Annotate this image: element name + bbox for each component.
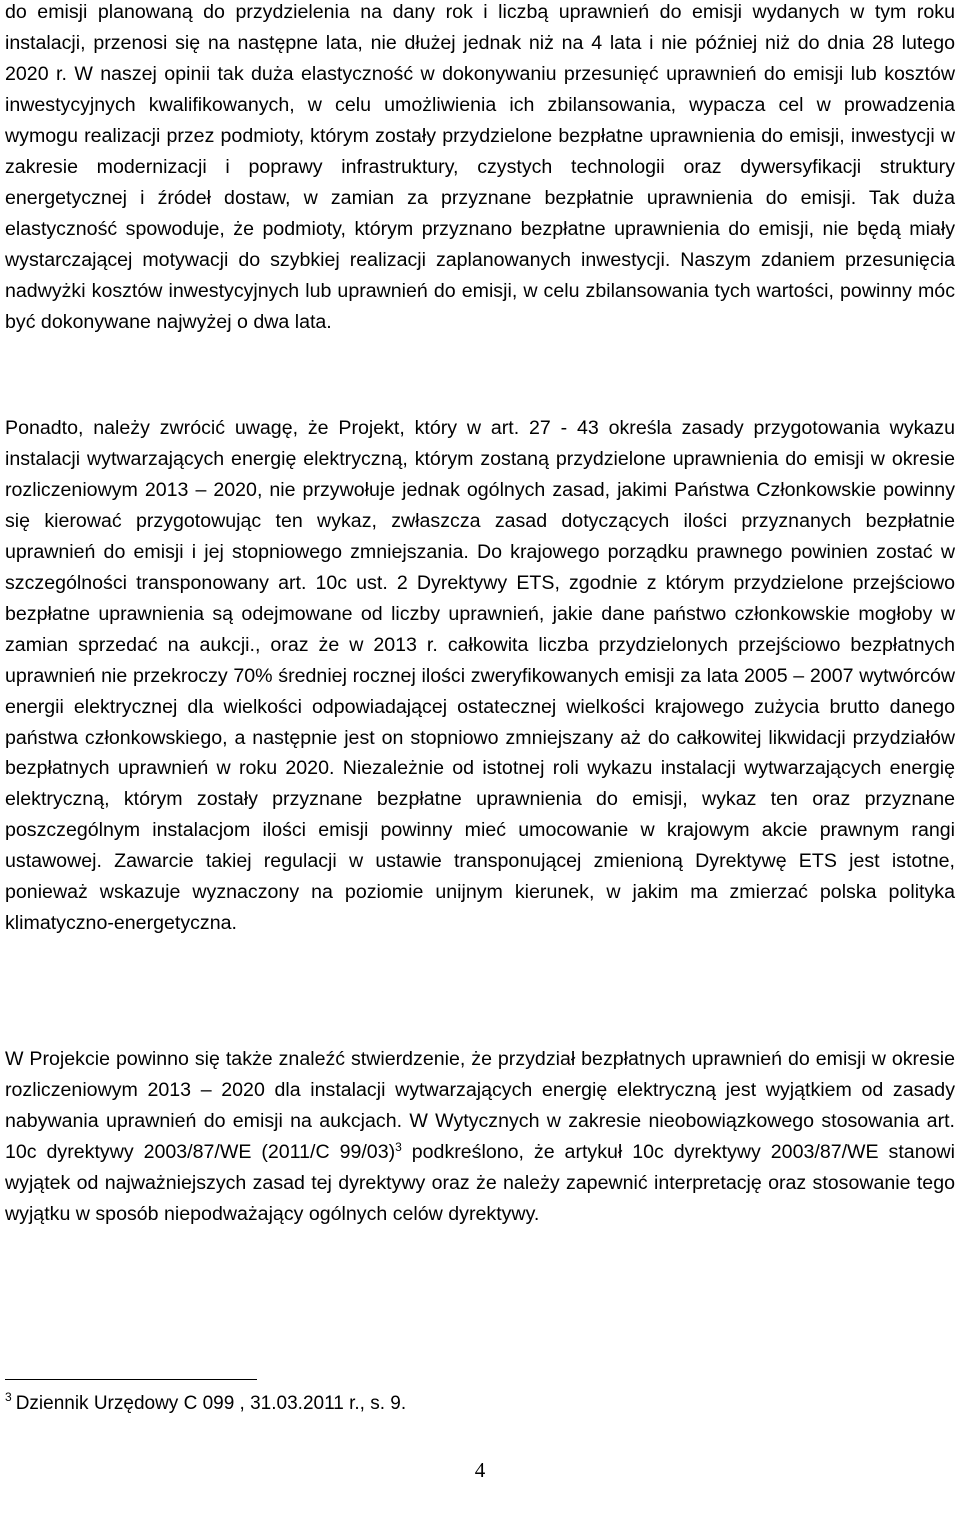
page-number: 4 [474, 1458, 486, 1482]
footnote-mark: 3 [5, 1390, 12, 1404]
footnote-separator [5, 1379, 257, 1380]
paragraph-1: do emisji planowaną do przydzielenia na dany rok i liczbą uprawnień do emisji wydanych w tym roku instalacji, przenosi się na następne lata, nie dłużej jednak niż na 4 lata i nie później niż do dnia 28 lutego 2020 r. W naszej opinii tak duża elastyczność w dokonywaniu przesunięć uprawnień do emisji lub kosztów inwestycyjnych kwalifikowanych, w celu umożliwienia ich zbilansowania, wypacza cel w prowadzenia wymogu realizacji przez podmioty, którym zostały przydzielone bezpłatne uprawnienia do emisji, inwestycji w zakresie modernizacji i poprawy infrastruktury, czystych technologii oraz dywersyfikacji struktury energetycznej i źródeł dostaw, w zamian za przyznane bezpłatnie uprawnienia do emisji. Tak duża elastyczność spowoduje, że podmioty, którym przyznano bezpłatne uprawnienia do emisji, nie będą miały wystarczającej motywacji do szybkiej realizacji zaplanowanych inwestycji. Naszym zdaniem przesunięcia nadwyżki kosztów inwestycyjnych lub uprawnień do emisji, w celu zbilansowania tych wartości, powinny móc być dokonywane najwyżej o dwa lata. [5, 1, 955, 333]
paragraph-2: Ponadto, należy zwrócić uwagę, że Projekt, który w art. 27 - 43 określa zasady przygotowania wykazu instalacji wytwarzających energię elektryczną, którym zostaną przydzielone uprawnienia do emisji w okresie rozliczeniowym 2013 – 2020, nie przywołuje jednak ogólnych zasad, jakimi Państwa Członkowskie powinny się kierować przygotowując ten wykaz, zwłaszcza zasad dotyczących ilości przyznanych bezpłatnie uprawnień do emisji i jej stopniowego zmniejszania. Do krajowego porządku prawnego powinien zostać w szczególności transponowany art. 10c ust. 2 Dyrektywy ETS, zgodnie z którym przydzielone przejściowo bezpłatne uprawnienia są odejmowane od liczby uprawnień, jakie dane państwo członkowskie mogłoby w zamian sprzedać na aukcji., oraz że w 2013 r. całkowita liczba przydzielonych przejściowo bezpłatnych uprawnień nie przekroczy 70% średniej rocznej ilości zweryfikowanych emisji za lata 2005 – 2007 wytwórców energii elektrycznej dla wielkości odpowiadającej ostatecznej wielkości krajowego zużycia brutto danego państwa członkowskiego, a następnie jest on stopniowo zmniejszany aż do całkowitej likwidacji przydziałów bezpłatnych uprawnień w roku 2020. Niezależnie od istotnej roli wykazu instalacji wytwarzających energię elektryczną, którym zostały przyznane bezpłatne uprawnienia do emisji, wykaz ten oraz przyznane poszczególnym instalacjom ilości emisji powinny mieć umocowanie w krajowym akcie prawnym rangi ustawowej. Zawarcie takiej regulacji w ustawie transponującej zmienioną Dyrektywę ETS jest istotne, ponieważ wskazuje wyznaczony na poziomie unijnym kierunek, w jakim ma zmierzać polska polityka klimatyczno-energetyczna. [5, 417, 955, 935]
paragraph-3 [5, 1044, 955, 1230]
paragraph-3-text-end: podkreślono, że artykuł 10c dyrektywy 2003/87/WE stanowi wyjątek od najważniejszych zasad tej dyrektywy oraz że należy zapewnić interpretację oraz stosowanie tego wyjątku w sposób niepodważający ogólnych celów dyrektywy. [5, 1140, 955, 1225]
footnote-text: Dziennik Urzędowy C 099 , 31.03.2011 r., s. 9. [15, 1393, 407, 1414]
paragraph-3-text-start: W Projekcie powinno się także znaleźć stwierdzenie, że przydział bezpłatnych uprawnień do emisji w okresie rozliczeniowym 2013 – 2020 dla instalacji wytwarzających energię elektryczną jest wyjątkiem od zasady nabywania uprawnień do emisji na aukcjach. W Wytycznych w zakresie nieobowiązkowego stosowania art. 10c dyrektywy 2003/87/WE (2011/C 99/03) [5, 1048, 955, 1163]
footnote-reference: 3 [395, 1139, 402, 1154]
footnote [5, 1390, 406, 1415]
